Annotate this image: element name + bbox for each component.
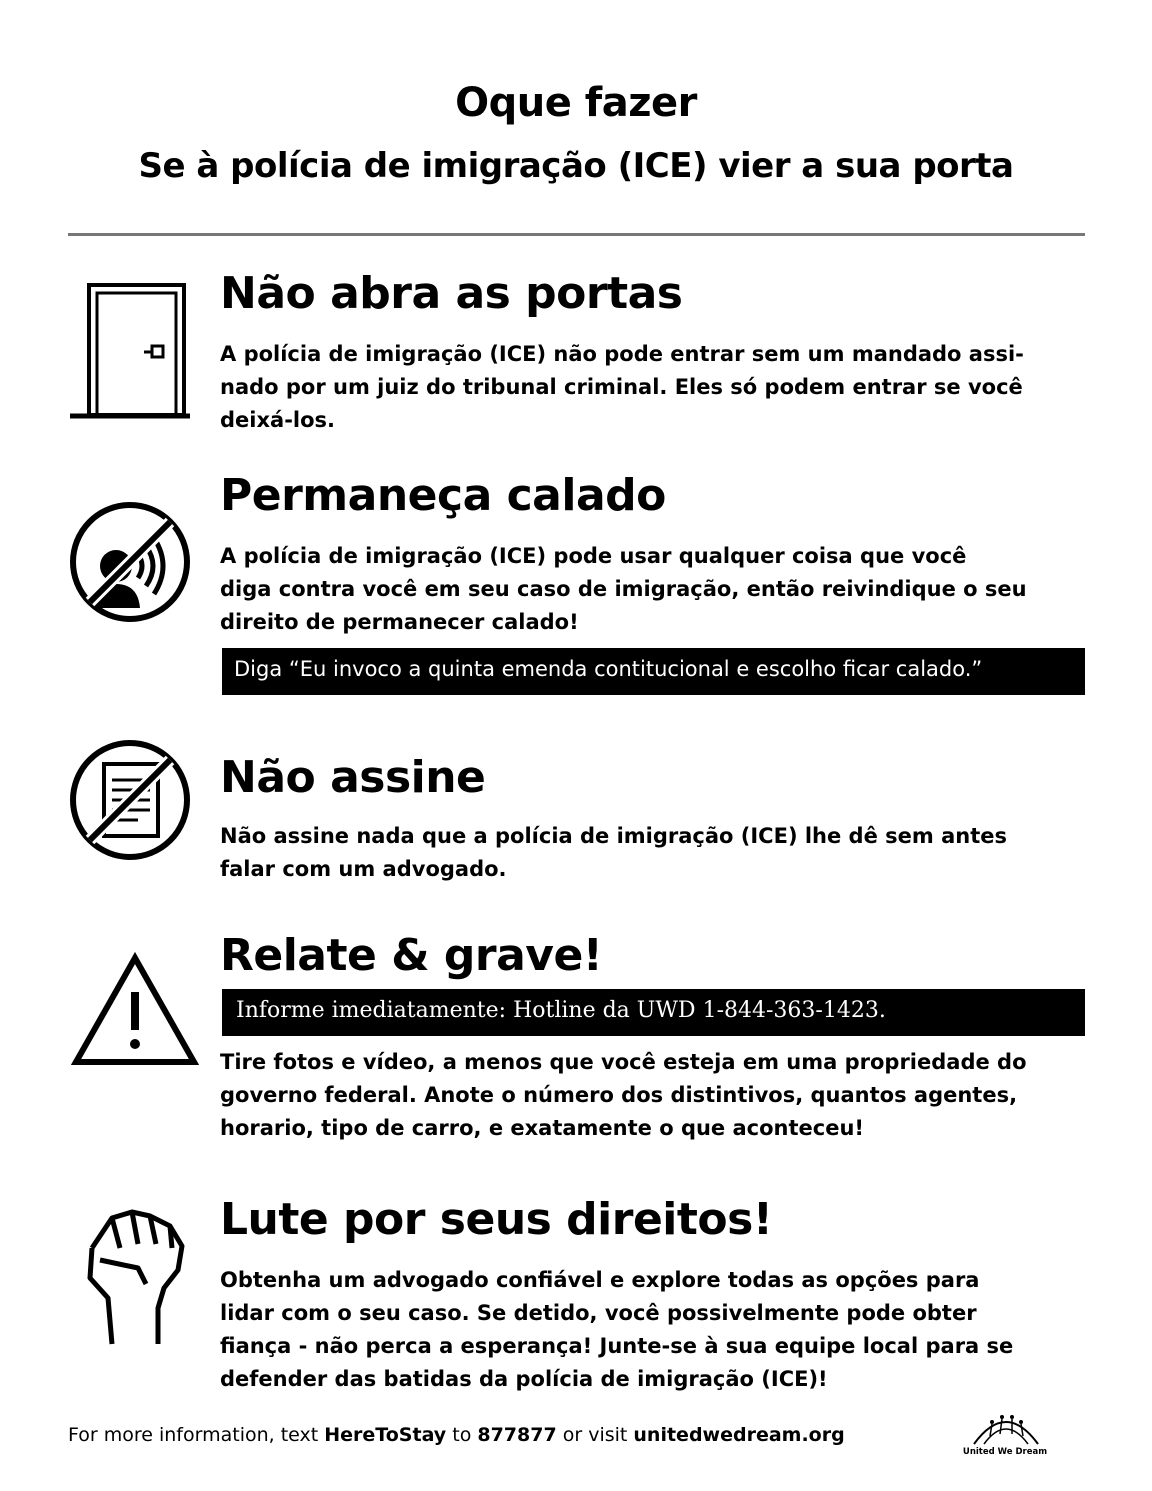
footer-or-visit: or visit — [556, 1424, 634, 1446]
section-heading-sign: Não assine — [220, 752, 486, 803]
logo-label: United We Dream — [962, 1447, 1048, 1457]
no-signing-document-icon — [68, 738, 192, 862]
say-statement-banner: Diga “Eu invoco a quinta emenda contitucional e escolho ficar calado.” — [222, 648, 1085, 695]
section-text-report: Tire fotos e vídeo, a menos que você esteja em uma propriedade do governo federal. Anote o número dos distintivos, quantos agentes, horario, tipo de carro, e exatamente o que aconteceu! — [220, 1050, 1027, 1140]
page-subtitle: Se à polícia de imigração (ICE) vier a sua porta — [138, 146, 1014, 186]
divider — [68, 233, 1085, 236]
text-keyword: HereToStay — [324, 1424, 447, 1446]
section-text-fight: Obtenha um advogado confiável e explore todas as opções para lidar com o seu caso. Se detido, você possivelmente pode obter fiança - não perca a esperança! Junte-se à sua equipe local para se defender das batidas da polícia de imigração (ICE)! — [220, 1268, 1014, 1391]
section-heading-silent: Permaneça calado — [220, 470, 666, 521]
section-text-silent: A polícia de imigração (ICE) pode usar qualquer coisa que você diga contra você em seu caso de imigração, então reivindique o seu direito de permanecer calado! — [220, 544, 1027, 634]
door-icon — [70, 280, 190, 420]
hotline-banner: Informe imediatamente: Hotline da UWD 1-844-363-1423. — [222, 989, 1085, 1036]
section-text-doors: A polícia de imigração (ICE) não pode entrar sem um mandado assi- nado por um juiz do tribunal criminal. Eles só podem entrar se você deixá-los. — [220, 342, 1024, 432]
raised-fist-icon — [80, 1208, 190, 1348]
section-heading-doors: Não abra as portas — [220, 268, 683, 319]
footer-prefix: For more information, text — [68, 1424, 325, 1446]
footer-info — [68, 1424, 845, 1446]
page-title: Oque fazer — [455, 80, 697, 126]
website-link[interactable]: unitedwedream.org — [633, 1424, 845, 1446]
text-number: 877877 — [477, 1424, 557, 1446]
warning-triangle-icon — [70, 950, 200, 1070]
section-text-sign: Não assine nada que a polícia de imigração (ICE) lhe dê sem antes falar com um advogado. — [220, 824, 1007, 881]
united-we-dream-logo — [956, 1408, 1056, 1450]
section-heading-report: Relate & grave! — [220, 930, 603, 981]
no-speaking-icon — [68, 500, 192, 624]
section-heading-fight: Lute por seus direitos! — [220, 1194, 773, 1245]
footer-middle: to — [446, 1424, 478, 1446]
